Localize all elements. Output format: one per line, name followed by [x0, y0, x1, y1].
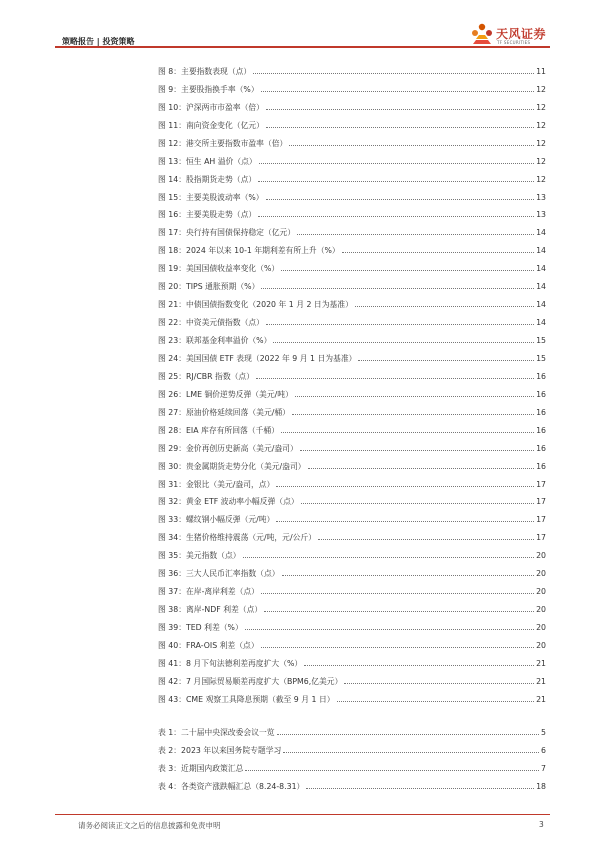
figure-toc-entry[interactable] — [158, 435, 546, 453]
table-toc-entry[interactable] — [158, 719, 546, 737]
toc-entry-label: 图 22：中资美元债指数（点） — [158, 318, 264, 328]
figure-toc-entry[interactable] — [158, 58, 546, 76]
figure-toc-entry[interactable] — [158, 148, 546, 166]
header-left-text: 策略报告 | 投资策略 — [62, 37, 135, 46]
dot-leader — [281, 432, 534, 433]
figure-toc-entry[interactable] — [158, 453, 546, 471]
logo-mark-icon — [470, 22, 494, 48]
table-list — [158, 719, 546, 791]
toc-entry-page: 7 — [541, 763, 546, 773]
toc-entry-label: 图 42：7 月国际贸易顺差再度扩大（BPM6,亿美元） — [158, 676, 343, 686]
toc-entry-page: 14 — [536, 264, 546, 274]
toc-entry-page: 18 — [536, 781, 546, 791]
dot-leader — [261, 593, 534, 594]
toc-entry-label: 图 21：中债国债指数变化（2020 年 1 月 2 日为基准） — [158, 300, 353, 310]
dot-leader — [277, 734, 539, 735]
toc-entry-page: 14 — [536, 318, 546, 328]
footer-disclaimer: 请务必阅读正文之后的信息披露和免责申明 — [78, 821, 221, 830]
toc-entry-page: 16 — [536, 371, 546, 381]
toc-entry-page: 13 — [536, 210, 546, 220]
figure-toc-entry[interactable] — [158, 417, 546, 435]
dot-leader — [282, 575, 535, 576]
dot-leader — [266, 199, 535, 200]
figure-toc-entry[interactable] — [158, 650, 546, 668]
toc-entry-label: 图 33：螺纹钢小幅反弹（元/吨） — [158, 515, 275, 525]
dot-leader — [306, 788, 534, 789]
figure-toc-entry[interactable] — [158, 255, 546, 273]
figure-toc-entry[interactable] — [158, 560, 546, 578]
toc-entry-label: 图 40：FRA-OIS 利差（点） — [158, 640, 259, 650]
toc-entry-label: 图 26：LME 铜价逆势反弹（美元/吨） — [158, 389, 293, 399]
toc-entry-page: 16 — [536, 389, 546, 399]
toc-entry-label: 图 25：RJ/CBR 指数（点） — [158, 371, 255, 381]
figure-toc-entry[interactable] — [158, 76, 546, 94]
table-toc-entry[interactable] — [158, 755, 546, 773]
toc-entry-page: 5 — [541, 727, 546, 737]
toc-entry-page: 17 — [536, 533, 546, 543]
figure-toc-entry[interactable] — [158, 130, 546, 148]
dot-leader — [308, 468, 535, 469]
toc-entry-page: 20 — [536, 605, 546, 615]
figure-toc-entry[interactable] — [158, 345, 546, 363]
toc-entry-page: 16 — [536, 461, 546, 471]
toc-entry-label: 图 27：原油价格延续回落（美元/桶） — [158, 407, 290, 417]
toc-entry-label: 图 32：黄金 ETF 波动率小幅反弹（点） — [158, 497, 299, 507]
toc-entry-page: 20 — [536, 640, 546, 650]
toc-entry-label: 图 36：三大人民币汇率指数（点） — [158, 569, 280, 579]
toc-entry-label: 图 18：2024 年以来 10-1 年期利差有所上升（%） — [158, 246, 340, 256]
toc-entry-label: 图 16：主要美股走势（点） — [158, 210, 257, 220]
dot-leader — [243, 557, 535, 558]
dot-leader — [261, 288, 534, 289]
toc-entry-page: 21 — [536, 676, 546, 686]
toc-entry-page: 12 — [536, 102, 546, 112]
toc-entry-label: 图 19：美国国债收益率变化（%） — [158, 264, 280, 274]
figure-toc-entry[interactable] — [158, 237, 546, 255]
dot-leader — [253, 73, 534, 74]
toc-entry-label: 图 11：南向资金变化（亿元） — [158, 120, 264, 130]
figure-toc-entry[interactable] — [158, 542, 546, 560]
toc-entry-page: 17 — [536, 515, 546, 525]
toc-entry-label: 表 4：各类资产涨跌幅汇总（8.24-8.31） — [158, 781, 305, 791]
figure-toc-entry[interactable] — [158, 219, 546, 237]
toc-entry-label: 图 28：EIA 库存有所回落（千桶） — [158, 425, 279, 435]
dot-leader — [283, 752, 539, 753]
dot-leader — [358, 360, 534, 361]
toc-entry-label: 图 20：TIPS 通胀预期（%） — [158, 282, 260, 292]
dot-leader — [301, 503, 534, 504]
footer-divider — [55, 814, 550, 815]
toc-entry-page: 12 — [536, 174, 546, 184]
toc-entry-page: 14 — [536, 300, 546, 310]
dot-leader — [337, 701, 535, 702]
figure-list — [158, 58, 546, 704]
toc-entry-page: 17 — [536, 479, 546, 489]
dot-leader — [300, 450, 534, 451]
toc-entry-page: 20 — [536, 623, 546, 632]
figure-toc-entry[interactable] — [158, 273, 546, 291]
toc-entry-page: 15 — [536, 353, 546, 363]
toc-entry-page: 14 — [536, 228, 546, 238]
logo-chinese-text: 天风证券 — [496, 27, 547, 41]
dot-leader — [258, 216, 534, 217]
table-of-contents — [158, 58, 546, 791]
dot-leader — [266, 109, 534, 110]
figure-toc-entry[interactable] — [158, 309, 546, 327]
figure-toc-entry[interactable] — [158, 184, 546, 202]
figure-toc-entry[interactable] — [158, 291, 546, 309]
toc-entry-label: 图 35：美元指数（点） — [158, 551, 241, 561]
dot-leader — [304, 665, 534, 666]
figure-toc-entry[interactable] — [158, 614, 546, 632]
dot-leader — [344, 683, 534, 684]
figure-toc-entry[interactable] — [158, 94, 546, 112]
page-number: 3 — [539, 820, 544, 829]
toc-entry-label: 图 8：主要指数表现（点） — [158, 66, 252, 76]
figure-toc-entry[interactable] — [158, 506, 546, 524]
toc-entry-label: 图 37：在岸-离岸利差（点） — [158, 587, 259, 597]
toc-entry-page: 20 — [536, 587, 546, 597]
toc-entry-page: 12 — [536, 138, 546, 148]
dot-leader — [297, 234, 534, 235]
table-toc-entry[interactable] — [158, 737, 546, 755]
toc-entry-label: 图 9：主要股指换手率（%） — [158, 84, 259, 94]
toc-entry-page: 12 — [536, 120, 546, 130]
toc-entry-page: 15 — [536, 336, 546, 345]
toc-entry-page: 16 — [536, 407, 546, 417]
toc-entry-label: 图 43：CME 观察工具降息预期（截至 9 月 1 日） — [158, 694, 335, 704]
toc-entry-page: 14 — [536, 246, 546, 256]
logo-english-text: TF SECURITIES — [497, 40, 531, 45]
dot-leader — [273, 342, 534, 343]
figure-toc-entry[interactable] — [158, 363, 546, 381]
header-divider — [55, 46, 550, 48]
figure-toc-entry[interactable] — [158, 202, 546, 220]
toc-entry-label: 图 31：金银比（美元/盎司，点） — [158, 479, 275, 489]
toc-entry-page: 14 — [536, 282, 546, 292]
toc-entry-label: 图 14：股指期货走势（点） — [158, 174, 257, 184]
dot-leader — [261, 647, 534, 648]
dot-leader — [295, 396, 534, 397]
dot-leader — [245, 629, 534, 630]
toc-entry-label: 图 12：港交所主要指数市盈率（倍） — [158, 138, 288, 148]
dot-leader — [245, 770, 539, 771]
toc-entry-label: 图 39：TED 利差（%） — [158, 623, 243, 632]
toc-entry-page: 17 — [536, 497, 546, 507]
toc-entry-page: 13 — [536, 192, 546, 202]
dot-leader — [276, 486, 534, 487]
toc-entry-label: 图 41：8 月下旬法德利差再度扩大（%） — [158, 658, 303, 668]
dot-leader — [258, 181, 534, 182]
toc-entry-label: 图 24：美国国债 ETF 表现（2022 年 9 月 1 日为基准） — [158, 353, 357, 363]
dot-leader — [289, 145, 534, 146]
toc-entry-label: 图 23：联邦基金利率溢价（%） — [158, 336, 272, 345]
toc-entry-page: 20 — [536, 551, 546, 561]
figure-toc-entry[interactable] — [158, 596, 546, 614]
figure-toc-entry[interactable] — [158, 112, 546, 130]
toc-entry-label: 表 2：2023 年以来国务院专题学习 — [158, 745, 282, 755]
figure-toc-entry[interactable] — [158, 632, 546, 650]
figure-toc-entry[interactable] — [158, 327, 546, 345]
dot-leader — [276, 521, 534, 522]
list-spacer — [158, 704, 546, 719]
toc-entry-page: 12 — [536, 84, 546, 94]
toc-entry-page: 20 — [536, 569, 546, 579]
toc-entry-label: 表 1：二十届中央深改委会议一览 — [158, 727, 275, 737]
figure-toc-entry[interactable] — [158, 166, 546, 184]
dot-leader — [259, 163, 534, 164]
toc-entry-label: 表 3：近期国内政策汇总 — [158, 763, 244, 773]
toc-entry-label: 图 38：离岸-NDF 利差（点） — [158, 605, 263, 615]
toc-entry-page: 16 — [536, 425, 546, 435]
toc-entry-page: 21 — [536, 694, 546, 704]
toc-entry-label: 图 10：沪深两市市盈率（倍） — [158, 102, 264, 112]
table-toc-entry[interactable] — [158, 773, 546, 791]
dot-leader — [256, 378, 534, 379]
figure-toc-entry[interactable] — [158, 471, 546, 489]
toc-entry-page: 6 — [541, 745, 546, 755]
dot-leader — [264, 611, 534, 612]
dot-leader — [266, 324, 534, 325]
dot-leader — [261, 91, 534, 92]
toc-entry-label: 图 34：生猪价格维持震荡（元/吨，元/公斤） — [158, 533, 316, 543]
toc-entry-page: 11 — [536, 66, 546, 76]
figure-toc-entry[interactable] — [158, 399, 546, 417]
figure-toc-entry[interactable] — [158, 524, 546, 542]
dot-leader — [342, 252, 534, 253]
dot-leader — [281, 270, 534, 271]
toc-entry-label: 图 13：恒生 AH 溢价（点） — [158, 156, 257, 166]
toc-entry-label: 图 29：金价再创历史新高（美元/盎司） — [158, 443, 298, 453]
toc-entry-label: 图 30：贵金属期货走势分化（美元/盎司） — [158, 461, 306, 471]
toc-entry-page: 21 — [536, 658, 546, 668]
toc-entry-page: 12 — [536, 156, 546, 166]
dot-leader — [318, 539, 534, 540]
company-logo — [470, 22, 550, 48]
figure-toc-entry[interactable] — [158, 489, 546, 507]
toc-entry-label: 图 17：央行持有国债保持稳定（亿元） — [158, 228, 296, 238]
figure-toc-entry[interactable] — [158, 578, 546, 596]
toc-entry-page: 16 — [536, 443, 546, 453]
toc-entry-label: 图 15：主要美股波动率（%） — [158, 192, 264, 202]
dot-leader — [355, 306, 534, 307]
figure-toc-entry[interactable] — [158, 381, 546, 399]
dot-leader — [266, 127, 534, 128]
figure-toc-entry[interactable] — [158, 686, 546, 704]
dot-leader — [292, 414, 534, 415]
figure-toc-entry[interactable] — [158, 668, 546, 686]
